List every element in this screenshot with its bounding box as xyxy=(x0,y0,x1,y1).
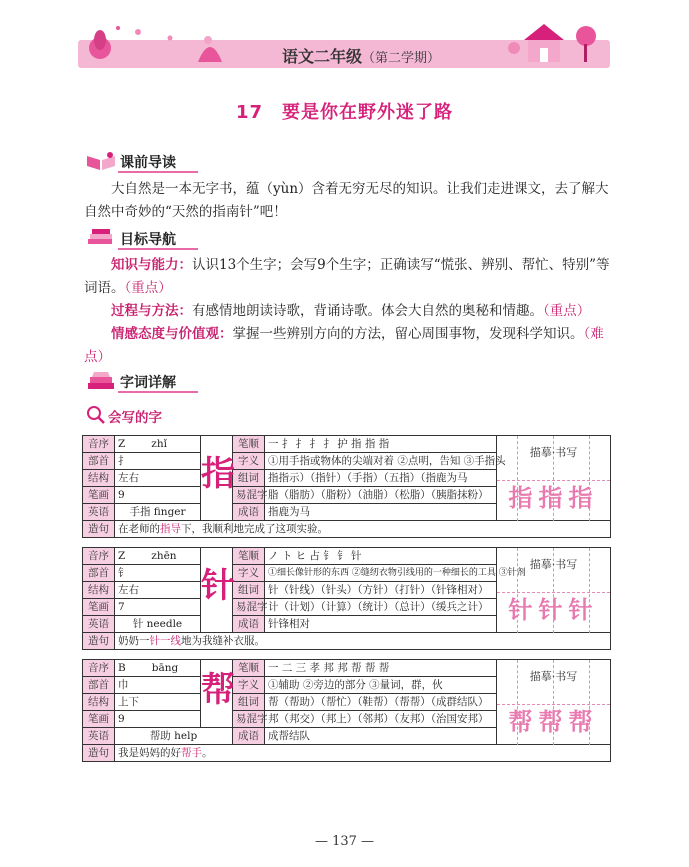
trace-char: 指 xyxy=(568,483,599,512)
label-cell: 笔画 xyxy=(83,599,115,616)
trace-char: 针 xyxy=(508,595,539,624)
goal-mark: （难点） xyxy=(84,326,604,365)
label-cell: 成语 xyxy=(233,616,265,633)
label-cell: 结构 xyxy=(83,582,115,599)
radical: 钅 xyxy=(115,565,201,582)
magnifier-icon xyxy=(86,405,106,425)
example-sentence: 我是妈妈的好帮手。 xyxy=(115,745,611,762)
meaning: ①辅助 ②旁边的部分 ③量词，群，伙 xyxy=(265,677,497,694)
example-sentence: 奶奶一针一线地为我缝补衣服。 xyxy=(115,633,611,650)
big-char: 针 xyxy=(201,566,235,606)
label-cell: 笔顺 xyxy=(233,660,265,677)
pinyin: zhǐ xyxy=(151,438,167,450)
goal-attitude xyxy=(84,323,610,369)
radical: 扌 xyxy=(115,453,201,470)
label-cell: 易混字 xyxy=(233,487,265,504)
example-sentence: 在老师的指导下，我顺利地完成了这项实验。 xyxy=(115,521,611,538)
big-char-cell xyxy=(201,436,233,521)
label-cell: 字义 xyxy=(233,565,265,582)
word-groups: 指指示）（指针）（手指）（五指）（指鹿为马 xyxy=(265,470,497,487)
stroke-order: ノ ト ヒ 占 钅 钅 针 xyxy=(265,548,497,565)
trace-char: 帮 xyxy=(508,707,539,736)
section-heading-words: 字词详解 xyxy=(120,375,176,391)
label-cell: 易混字 xyxy=(233,599,265,616)
goal-label: 情感态度与价值观： xyxy=(111,326,233,342)
label-cell: 造句 xyxy=(83,633,115,650)
stroke-order: 一 二 三 孝 邦 邦 帮 帮 帮 xyxy=(265,660,497,677)
header-decoration-left xyxy=(78,18,238,70)
label-cell: 成语 xyxy=(233,728,265,745)
trace-chars xyxy=(497,478,610,513)
stroke-count: 9 xyxy=(115,487,201,504)
label-cell: 结构 xyxy=(83,470,115,487)
preview-text: 大自然是一本无字书，蕴（yùn）含着无穷无尽的知识。让我们走进课文，去了解大自然中奇妙的“天然的指南针”吧！ xyxy=(84,181,609,220)
trace-char: 帮 xyxy=(568,707,599,736)
label-cell: 成语 xyxy=(233,504,265,521)
big-char: 帮 xyxy=(201,669,235,710)
idiom: 成帮结队 xyxy=(265,728,497,745)
trace-char: 帮 xyxy=(538,707,569,736)
stroke-count: 7 xyxy=(115,599,201,616)
label-cell: 笔顺 xyxy=(233,436,265,453)
trace-chars xyxy=(497,590,610,625)
meaning: ①用手指或物体的尖端对着 ②点明，告知 ③手指头 xyxy=(265,453,497,470)
sentence-keyword: 指导 xyxy=(160,523,181,535)
structure: 上下 xyxy=(115,694,201,711)
sentence-keyword: 帮手 xyxy=(181,747,202,759)
section-underline xyxy=(118,391,198,393)
english: 帮助 help xyxy=(115,728,233,745)
label-cell: 笔画 xyxy=(83,711,115,728)
label-cell: 音序 xyxy=(83,548,115,565)
trace-label: 描摹·书写 xyxy=(529,670,578,683)
goal-mark: （重点） xyxy=(124,280,172,296)
label-cell: 造句 xyxy=(83,745,115,762)
idiom: 指鹿为马 xyxy=(265,504,497,521)
label-cell: 结构 xyxy=(83,694,115,711)
goal-knowledge xyxy=(84,254,610,300)
meaning: ①细长像针形的东西 ②缝纫衣物引线用的一种细长的工具 ③针剂 xyxy=(265,565,497,582)
trace-box xyxy=(497,548,610,633)
goal-text: 掌握一些辨别方向的方法，留心周围事物，发现科学知识。 xyxy=(232,326,584,342)
trace-box xyxy=(497,660,610,745)
trace-char: 指 xyxy=(508,483,539,512)
label-cell: 英语 xyxy=(83,616,115,633)
radical: 巾 xyxy=(115,677,201,694)
label-cell: 组词 xyxy=(233,694,265,711)
label-cell: 部首 xyxy=(83,453,115,470)
goal-process xyxy=(84,300,610,323)
big-char: 指 xyxy=(201,454,235,494)
section-underline xyxy=(118,248,198,250)
trace-box xyxy=(497,436,610,521)
confusable: 脂（脂肪）（脂粉）（油脂）（松脂）（胰脂抹粉） xyxy=(265,487,497,504)
trace-char: 针 xyxy=(568,595,599,624)
label-cell: 笔顺 xyxy=(233,548,265,565)
stacked-books-icon xyxy=(84,370,118,392)
confusable: 邦（邦交）（邦上）（邻邦）（友邦）（治国安邦） xyxy=(265,711,497,728)
goal-mark: （重点） xyxy=(543,303,591,319)
stroke-count: 9 xyxy=(115,711,201,728)
label-cell: 音序 xyxy=(83,436,115,453)
goal-label: 知识与能力： xyxy=(111,257,192,273)
idiom: 针锋相对 xyxy=(265,616,497,633)
books-icon xyxy=(84,227,118,249)
trace-char: 指 xyxy=(538,483,569,512)
goal-text: 有感情地朗读诗歌，背诵诗歌。体会大自然的奥秘和情趣。 xyxy=(192,303,543,319)
label-cell: 字义 xyxy=(233,453,265,470)
label-cell: 字义 xyxy=(233,677,265,694)
section-underline xyxy=(118,171,198,173)
label-cell: 笔画 xyxy=(83,487,115,504)
confusable: 计（计划）（计算）（统计）（总计）（缓兵之计） xyxy=(265,599,497,616)
trace-char: 针 xyxy=(538,595,569,624)
goal-label: 过程与方法： xyxy=(111,303,192,319)
label-cell: 造句 xyxy=(83,521,115,538)
label-cell: 英语 xyxy=(83,504,115,521)
big-char-cell xyxy=(201,660,233,728)
structure: 左右 xyxy=(115,582,201,599)
yinxu-cell: Z zhēn xyxy=(115,548,201,565)
lesson-title: 17 要是你在野外迷了路 xyxy=(235,102,454,123)
goal-text: 认识13个生字；会写9个生字；正确读写“慌张、辨别、帮忙、特别”等词语。 xyxy=(84,257,610,296)
label-cell: 部首 xyxy=(83,677,115,694)
label-cell: 部首 xyxy=(83,565,115,582)
english: 针 needle xyxy=(115,616,201,633)
section-heading-preview: 课前导读 xyxy=(120,155,176,171)
pinyin: zhēn xyxy=(151,550,177,562)
book-icon xyxy=(84,150,118,172)
word-groups: 针（针线）（针头）（方针）（打针）（针锋相对） xyxy=(265,582,497,599)
trace-chars xyxy=(497,702,610,737)
english: 手指 finger xyxy=(115,504,201,521)
label-cell: 易混字 xyxy=(233,711,265,728)
section-heading-goals: 目标导航 xyxy=(120,232,176,248)
pinyin: bāng xyxy=(151,662,179,674)
stroke-order: 一 扌 扌 扌 扌 护 指 指 指 xyxy=(265,436,497,453)
yinxu-cell: Z zhǐ xyxy=(115,436,201,453)
trace-label: 描摹·书写 xyxy=(529,558,578,571)
page-number: — 137 — xyxy=(314,834,375,849)
label-cell: 组词 xyxy=(233,582,265,599)
structure: 左右 xyxy=(115,470,201,487)
trace-label: 描摹·书写 xyxy=(529,446,578,459)
label-cell: 音序 xyxy=(83,660,115,677)
sentence-keyword: 针一线 xyxy=(149,635,181,647)
term-label: （第二学期） xyxy=(362,51,441,66)
label-cell: 英语 xyxy=(83,728,115,745)
word-groups: 帮（帮助）（帮忙）（鞋帮）（帮帮）（成群结队） xyxy=(265,694,497,711)
yinxu-cell: B bāng xyxy=(115,660,201,677)
subheading-write-chars: 会写的字 xyxy=(108,410,162,426)
header-decoration-right xyxy=(500,18,610,70)
book-title: 语文二年级（第二学期） xyxy=(282,47,441,66)
label-cell: 组词 xyxy=(233,470,265,487)
big-char-cell xyxy=(201,548,233,633)
